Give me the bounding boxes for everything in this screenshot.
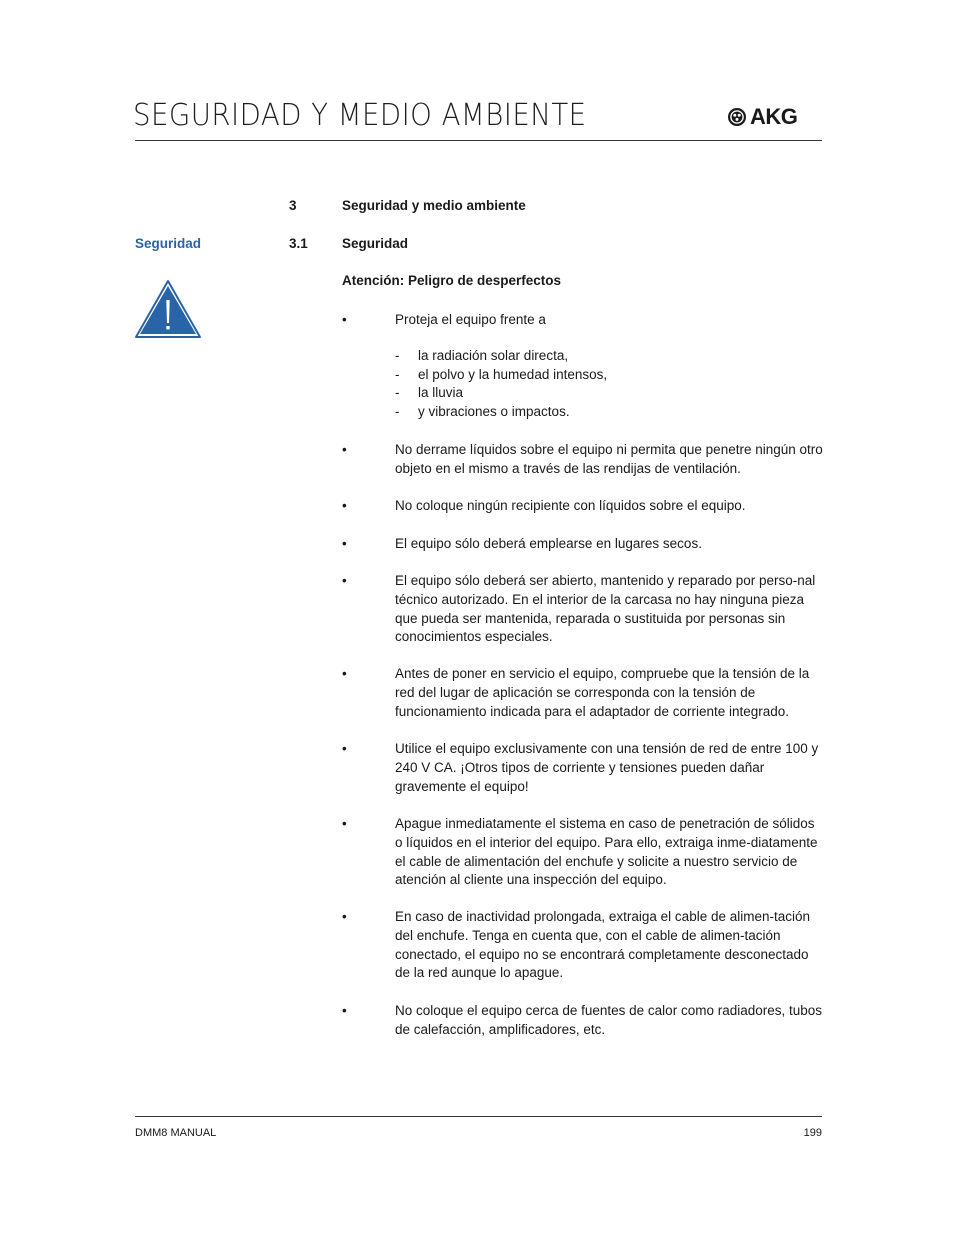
warning-title: Atención: Peligro de desperfectos [342,273,562,288]
sub-list-item-text: la radiación solar directa, [418,348,569,363]
sub-list-item-text: la lluvia [418,385,464,400]
list-item-text: Antes de poner en servicio el equipo, compruebe que la tensión de la red del lugar de aplicación se corresponda con la tensión de funcionamiento indicada para el adaptador de corriente integrado. [395,666,810,719]
bullet-icon: • [342,573,347,588]
side-label: Seguridad [135,236,202,251]
section-title: Seguridad y medio ambiente [342,198,526,213]
warning-triangle-icon [134,279,202,339]
list-item-text: No coloque el equipo cerca de fuentes de calor como radiadores, tubos de calefacción, amplificadores, etc. [395,1003,823,1037]
bullet-icon: • [342,909,347,924]
akg-logo [727,106,797,128]
list-item-text: El equipo sólo deberá ser abierto, mantenido y reparado por perso-nal técnico autorizado. En el interior de la carcasa no hay ninguna pieza que pueda ser mantenida, reparada o sustituida por personas sin conocimientos especiales. [395,573,816,645]
logo-text: AKG [750,104,798,129]
bullet-icon: • [342,1003,347,1018]
bullet-icon: • [342,666,347,681]
list-item-text: Apague inmediatamente el sistema en caso de penetración de sólidos o líquidos en el interior del equipo. Para ello, extraiga inme-diatamente el cable de alimentación del enchufe y solicite a nuestro servicio de atención al cliente una inspección del equipo. [395,816,818,888]
list-item-text: Utilice el equipo exclusivamente con una tensión de red de entre 100 y 240 V CA. ¡Otros tipos de corriente y tensiones pueden dañar gravemente el equipo! [395,741,819,794]
section-number: 3 [289,198,297,213]
page-number: 199 [803,1127,822,1139]
list-item-text: En caso de inactividad prolongada, extraiga el cable de alimen-tación del enchufe. Tenga en cuenta que, con el cable de alimen-tación conectado, el equipo no se encontrará completamente desconectado de la red aunque lo apague. [395,909,811,981]
footer-divider [135,1116,822,1117]
dash-icon: - [395,404,400,419]
sub-list-item-text: y vibraciones o impactos. [418,404,570,419]
akg-logo-icon [727,107,747,127]
list-item-text: No coloque ningún recipiente con líquidos sobre el equipo. [395,498,746,513]
list-item-text: Proteja el equipo frente a [395,312,546,327]
dash-icon: - [395,385,400,400]
subsection-title: Seguridad [342,236,409,251]
bullet-icon: • [342,741,347,756]
page-title: SEGURIDAD Y MEDIO AMBIENTE [133,98,587,133]
bullet-icon: • [342,312,347,327]
footer-manual-name: DMM8 MANUAL [135,1127,217,1139]
sub-list-item [395,366,607,385]
bullet-icon: • [342,816,347,831]
sub-list-item [395,347,568,366]
bullet-icon: • [342,498,347,513]
sub-list-item [395,403,570,422]
header-divider [135,140,822,141]
subsection-number: 3.1 [289,236,308,251]
dash-icon: - [395,348,400,363]
sub-list-item [395,384,463,403]
bullet-icon: • [342,536,347,551]
dash-icon: - [395,367,400,382]
list-item-text: No derrame líquidos sobre el equipo ni permita que penetre ningún otro objeto en el mismo a través de las rendijas de ventilación. [395,442,823,476]
sub-list-item-text: el polvo y la humedad intensos, [418,367,608,382]
list-item-text: El equipo sólo deberá emplearse en lugares secos. [395,536,702,551]
bullet-icon: • [342,442,347,457]
